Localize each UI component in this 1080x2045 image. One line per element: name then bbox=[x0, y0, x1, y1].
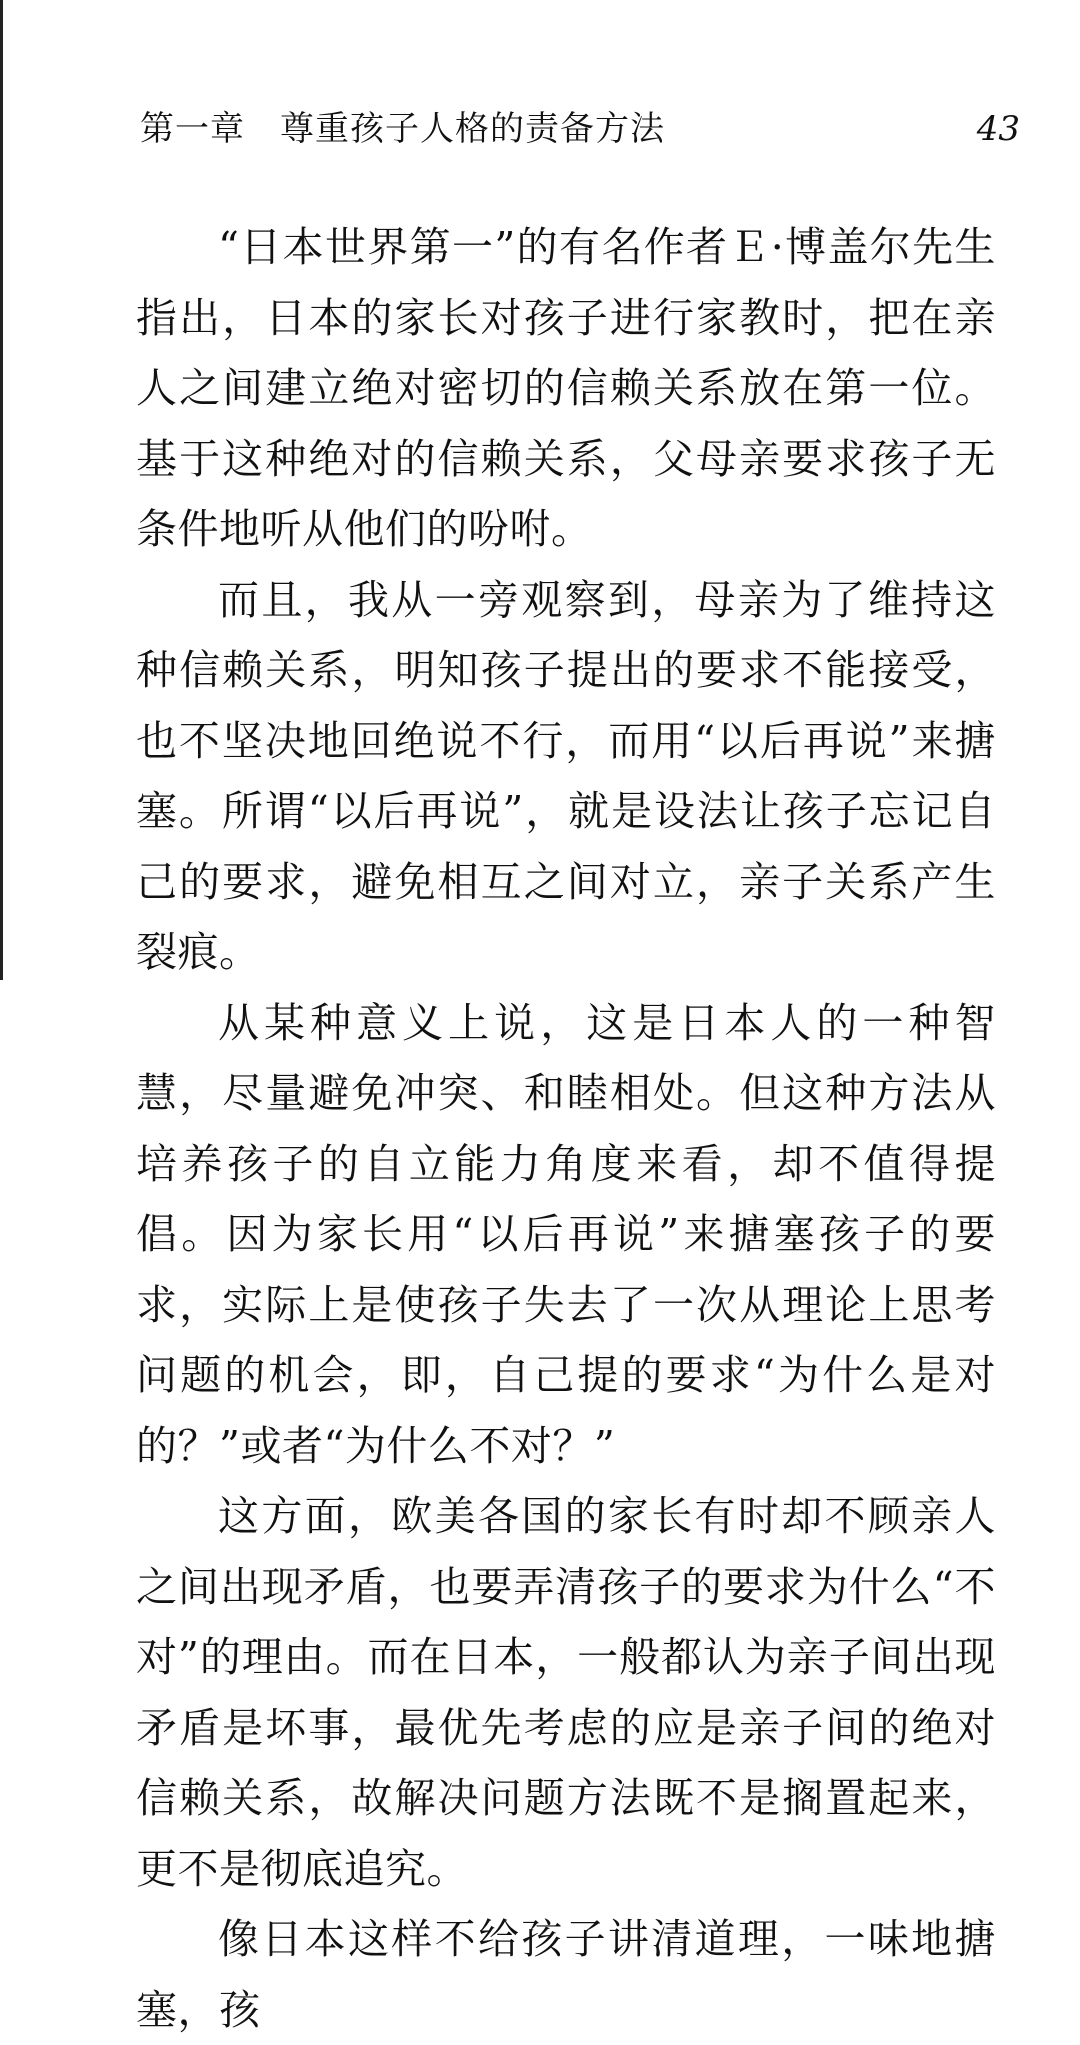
paragraph-5: 像日本这样不给孩子讲清道理，一味地搪塞，孩 bbox=[136, 1915, 996, 2034]
paragraph-1: “日本世界第一”的有名作者Ｅ·博盖尔先生指出，日本的家长对孩子进行家教时，把在亲人之间建立绝对密切的信赖关系放在第一位。基于这种绝对的信赖关系，父母亲要求孩子无条件地听从他们的吩咐。 bbox=[136, 223, 996, 553]
chapter-title: 第一章 尊重孩子人格的责备方法 bbox=[140, 109, 665, 149]
page-number: 43 bbox=[976, 109, 1020, 149]
paragraph-4: 这方面，欧美各国的家长有时却不顾亲人之间出现矛盾，也要弄清孩子的要求为什么“不对”的理由。而在日本，一般都认为亲子间出现矛盾是坏事，最优先考虑的应是亲子间的绝对信赖关系，故解决问题方法既不是搁置起来，更不是彻底追究。 bbox=[136, 1492, 996, 1893]
running-header bbox=[140, 104, 1020, 154]
paragraph-3: 从某种意义上说，这是日本人的一种智慧，尽量避免冲突、和睦相处。但这种方法从培养孩子的自立能力角度来看，却不值得提倡。因为家长用“以后再说”来搪塞孩子的要求，实际上是使孩子失去了一次从理论上思考问题的机会，即，自己提的要求“为什么是对的？”或者“为什么不对？” bbox=[136, 998, 996, 1470]
paragraph-2: 而且，我从一旁观察到，母亲为了维持这种信赖关系，明知孩子提出的要求不能接受，也不坚决地回绝说不行，而用“以后再说”来搪塞。所谓“以后再说”，就是设法让孩子忘记自己的要求，避免相互之间对立，亲子关系产生裂痕。 bbox=[136, 575, 996, 976]
page-edge-rule bbox=[0, 0, 3, 980]
body-text bbox=[136, 212, 996, 2045]
